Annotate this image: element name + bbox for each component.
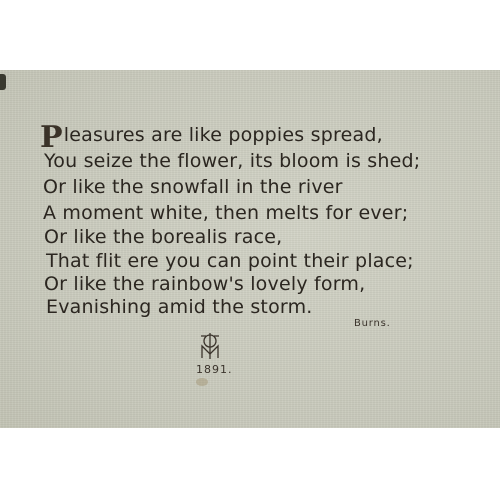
poem-line-8: Evanishing amid the storm. bbox=[46, 296, 313, 318]
attribution: Burns. bbox=[354, 318, 391, 329]
poem-line-4: A moment white, then melts for ever; bbox=[43, 202, 409, 224]
poem bbox=[0, 70, 500, 428]
poem-line-7: Or like the rainbow's lovely form, bbox=[44, 273, 366, 295]
paper-stain bbox=[196, 378, 208, 386]
poem-line-6: That flit ere you can point their place; bbox=[46, 250, 414, 272]
document-scan bbox=[0, 70, 500, 428]
poem-line-3: Or like the snowfall in the river bbox=[43, 176, 343, 198]
poem-line-2: You seize the flower, its bloom is shed; bbox=[44, 150, 421, 172]
year: 1891. bbox=[196, 363, 233, 376]
poem-line-1-text: leasures are like poppies spread, bbox=[63, 124, 383, 146]
poem-line-5: Or like the borealis race, bbox=[44, 226, 283, 248]
drop-cap: P bbox=[40, 120, 63, 155]
monogram-icon bbox=[198, 332, 222, 360]
